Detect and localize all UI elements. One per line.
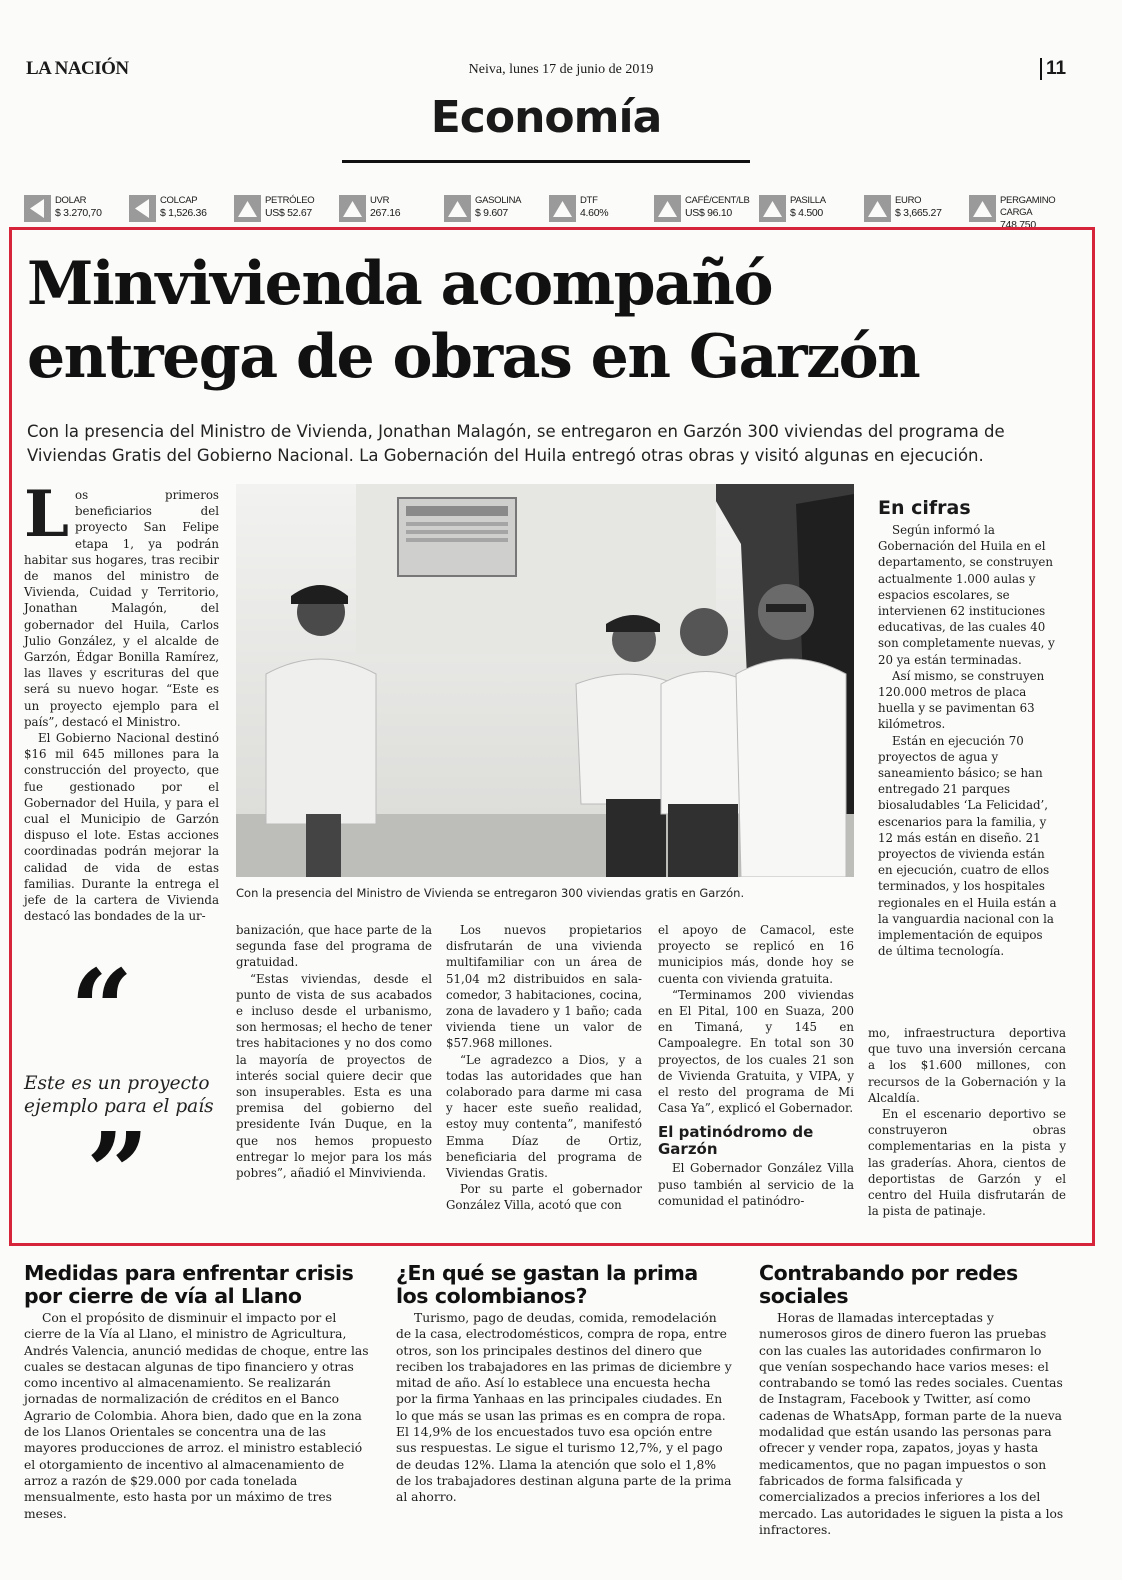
paragraph: Según informó la Gobernación del Huila en el departamento, se construyen actualmente 1.000 aulas y espacios escolares, se intervienen 62 instituciones educativas, de las cuales 40 son completamente nuevas, y 20 ya están terminadas.	[878, 523, 1055, 667]
ticker-value: $ 3,665.27	[895, 207, 942, 219]
ticker-label: DTF	[580, 195, 598, 206]
masthead-logo: LA NACIÓN	[26, 58, 129, 79]
ticker-item	[759, 195, 864, 227]
brief-body	[24, 1310, 369, 1522]
paragraph: “Terminamos 200 viviendas en El Pital, 100 en Suaza, 200 en Timaná, y 145 en Campoalegre. En total son 30 proyectos, de los cuales 21 son de Vivienda Gratuita, y VIPA, y el resto del programa de Mi Casa Ya”, explicó el Gobernador.	[658, 987, 854, 1116]
ticker-item	[444, 195, 549, 227]
paragraph: Turismo, pago de deudas, comida, remodelación de la casa, electrodomésticos, compra de ropa, entre otros, son los principales destinos del dinero que reciben los trabajadores en las primas de diciembre y mitad de año. Así lo establece una encuesta hecha por la firma Yanhaas en las principales ciudades. En lo que más se usan las primas es en compra de ropa. El 14,9% de los encuestados tuvo esa opción entre sus respuestas. Le sigue el turismo 12,7%, y el pago de deudas 12%. Llama la atención que solo el 1,8% de los trabajadores destinan alguna parte de la prima al ahorro.	[396, 1311, 732, 1505]
ticker-label: DOLAR	[55, 195, 87, 206]
ticker-value: 267.16	[370, 207, 401, 219]
ticker-item	[654, 195, 759, 227]
brief-headline: Medidas para enfrentar crisis por cierre de vía al Llano	[24, 1261, 354, 1308]
ticker-value: $ 4.500	[790, 207, 823, 219]
photo-caption: Con la presencia del Ministro de Vivienda se entregaron 300 viviendas gratis en Garzón.	[236, 886, 745, 900]
dateline: Neiva, lunes 17 de junio de 2019	[468, 62, 654, 77]
ticker-label: PERGAMINO CARGA	[1000, 195, 1056, 218]
brief-headline: ¿En qué se gastan la prima los colombianos?	[396, 1261, 698, 1308]
quote-open-icon: “	[70, 945, 134, 1074]
article-deck: Con la presencia del Ministro de Vivienda, Jonathan Malagón, se entregaron en Garzón 300 viviendas del programa de Viviendas Gratis del Gobierno Nacional. La Gobernación del Huila entregó otras obras y visitó algunas en ejecución.	[27, 422, 1005, 465]
paragraph: mo, infraestructura deportiva que tuvo una inversión cercana a los $1.600 millones, con recursos de la Gobernación y la Alcaldía.	[868, 1026, 1066, 1105]
paragraph: Están en ejecución 70 proyectos de agua y saneamiento básico; se han entregado 21 parques biosaludables ‘La Felicidad’, escenarios para la familia, y 12 más están en diseño. 21 proyectos de vivienda están en ejecución, cuatro de ellos terminados, y los hospitales regionales en el Huila están a la vanguardia nacional con la implementación de equipos de última tecnología.	[878, 733, 1057, 959]
arrow-up-icon	[759, 195, 786, 222]
ticker-label: PETRÓLEO	[265, 195, 315, 206]
arrow-up-icon	[234, 195, 261, 222]
arrow-up-icon	[864, 195, 891, 222]
ticker-item	[969, 195, 1074, 231]
article-headline	[27, 248, 1077, 394]
section-rule	[342, 160, 750, 163]
ticker-item	[24, 195, 129, 227]
ticker-label: PASILLA	[790, 195, 826, 206]
arrow-up-icon	[549, 195, 576, 222]
arrow-up-icon	[654, 195, 681, 222]
article-column-4	[658, 922, 854, 1209]
article-column-5	[868, 1025, 1066, 1219]
arrow-left-icon	[129, 195, 156, 222]
brief-body	[396, 1310, 732, 1506]
paragraph: banización, que hace parte de la segunda fase del programa de gratuidad.	[236, 923, 432, 970]
paragraph: Así mismo, se construyen 120.000 metros de placa huella y se pavimentan 63 kilómetros.	[878, 668, 1045, 732]
pull-quote: Este es un proyecto ejemplo para el país	[24, 1073, 214, 1117]
brief-headline: Contrabando por redes sociales	[759, 1261, 1018, 1308]
headline-line: Minvivienda acompañó	[27, 249, 773, 319]
paragraph: En el escenario deportivo se construyeron obras complementarias en la pista y las graderías. Ahora, cientos de deportistas de Garzón y el centro del Huila disfrutarán de la pista de patinaje.	[868, 1107, 1066, 1219]
paragraph: el apoyo de Camacol, este proyecto se replicó en 16 municipios más, donde hoy se cuenta con vivienda gratuita.	[658, 923, 854, 986]
ticker-item	[339, 195, 444, 227]
sidebar-title: En cifras	[878, 497, 971, 519]
article-photo	[236, 484, 854, 877]
paragraph: El Gobierno Nacional destinó $16 mil 645 millones para la construcción del proyecto, que fue gestionado por el Gobernador del Huila, y para el cual el Municipio de Garzón dispuso el lote. Estas acciones coordinadas podrán mejorar la calidad de vida de estas familias. Durante la entrega el jefe de la cartera de Vivienda destacó las bondades de la ur-	[24, 731, 219, 924]
market-ticker	[24, 195, 1074, 231]
paragraph: os primeros beneficiarios del proyecto San Felipe etapa 1, ya podrán habitar sus hogares, tras recibir de manos del ministro de Vivienda, Cuidad y Territorio, Jonathan Malagón, del gobernador del Huila, Carlos Julio González, y el alcalde de Garzón, Édgar Bonilla Ramírez, las llaves y escrituras del que será su nuevo hogar. “Este es un proyecto ejemplo para el país”, destacó el Ministro.	[24, 488, 219, 729]
arrow-up-icon	[339, 195, 366, 222]
ticker-label: EURO	[895, 195, 922, 206]
ticker-item	[234, 195, 339, 227]
paragraph: Por su parte el gobernador González Villa, acotó que con	[446, 1182, 642, 1213]
article-column-2	[236, 922, 432, 1181]
paragraph: Con el propósito de disminuir el impacto por el cierre de la Vía al Llano, el ministro de Agricultura, Andrés Valencia, anunció medidas de choque, entre las cuales se destacan algunas de tipo financiero y otras como incentivo al almacenamiento. Se realizarán jornadas de normalización de créditos en el Banco Agrario de Colombia. Ahora bien, dado que en la zona de los Llanos Orientales se concentra una de las mayores producciones de arroz. el ministro estableció el otorgamiento de incentivo al almacenamiento de arroz a razón de $29.000 por cada tonelada mensualmente, esto hasta por un máximo de tres meses.	[24, 1311, 369, 1521]
ticker-value: $ 1,526.36	[160, 207, 207, 219]
photo-illustration	[236, 484, 854, 877]
drop-cap: L	[24, 477, 69, 552]
ticker-label: CAFÉ/CENT/LB	[685, 195, 750, 206]
paragraph: “Le agradezco a Dios, y a todas las autoridades que han colaborado para darme mi casa y hacer este sueño realidad, estoy muy contenta”, manifestó Emma Díaz de Ortiz, beneficiaria del programa de Viviendas Gratis.	[446, 1052, 642, 1181]
section-title: Economía	[430, 92, 662, 143]
arrow-up-icon	[444, 195, 471, 222]
ticker-value: $ 9.607	[475, 207, 508, 219]
headline-line: entrega de obras en Garzón	[27, 322, 920, 392]
ticker-label: GASOLINA	[475, 195, 522, 206]
ticker-item	[549, 195, 654, 227]
ticker-value: US$ 52.67	[265, 207, 312, 219]
ticker-item	[129, 195, 234, 227]
ticker-value: 748,750	[1000, 219, 1036, 231]
page-number: 11	[1040, 58, 1066, 80]
article-column-1	[24, 477, 219, 924]
ticker-value: $ 3.270,70	[55, 207, 102, 219]
quote-close-icon: ”	[86, 1108, 150, 1237]
paragraph: “Estas viviendas, desde el punto de vista de sus acabados e incluso desde el urbanismo, son hermosas; el hecho de tener tres habitaciones y no dos como la mayoría de proyectos de interés social quiere decir que son insuperables. Esta es una premisa del gobierno del presidente Iván Duque, en la que nos hemos propuesto entregar lo mejor para los más pobres”, añadió el Minvivienda.	[236, 971, 432, 1181]
ticker-value: US$ 96.10	[685, 207, 732, 219]
paragraph: Horas de llamadas interceptadas y numerosos giros de dinero fueron las pruebas con las cuales las autoridades confirmaron lo que venían sospechando hace varios meses: el contrabando se tomó las redes sociales. Cuentas de Instagram, Facebook y Twitter, así como cadenas de WhatsApp, forman parte de la nueva modalidad que están usando las personas para ofrecer y vender ropa, zapatos, joyas y hasta medicamentos, que no pagan impuestos o son fabricados de forma falsificada y comercializados a precios inferiores a los del mercado. Las autoridades le siguen la pista a los infractores.	[759, 1311, 1064, 1537]
subhead: El patinódromo de Garzón	[658, 1123, 814, 1159]
ticker-label: UVR	[370, 195, 390, 206]
ticker-label: COLCAP	[160, 195, 198, 206]
sidebar-en-cifras	[878, 522, 1060, 959]
ticker-item	[864, 195, 969, 227]
ticker-value: 4.60%	[580, 207, 609, 219]
arrow-left-icon	[24, 195, 51, 222]
paragraph: Los nuevos propietarios disfrutarán de una vivienda multifamiliar con un área de 51,04 m2 distribuidos en sala-comedor, 3 habitaciones, cocina, zona de lavadero y 1 baño; cada vivienda tiene un valor de $57.968 millones.	[446, 923, 642, 1051]
paragraph: El Gobernador González Villa puso también al servicio de la comunidad el patinódro-	[658, 1161, 854, 1208]
brief-body	[759, 1310, 1065, 1538]
article-column-3	[446, 922, 642, 1214]
arrow-up-icon	[969, 195, 996, 222]
